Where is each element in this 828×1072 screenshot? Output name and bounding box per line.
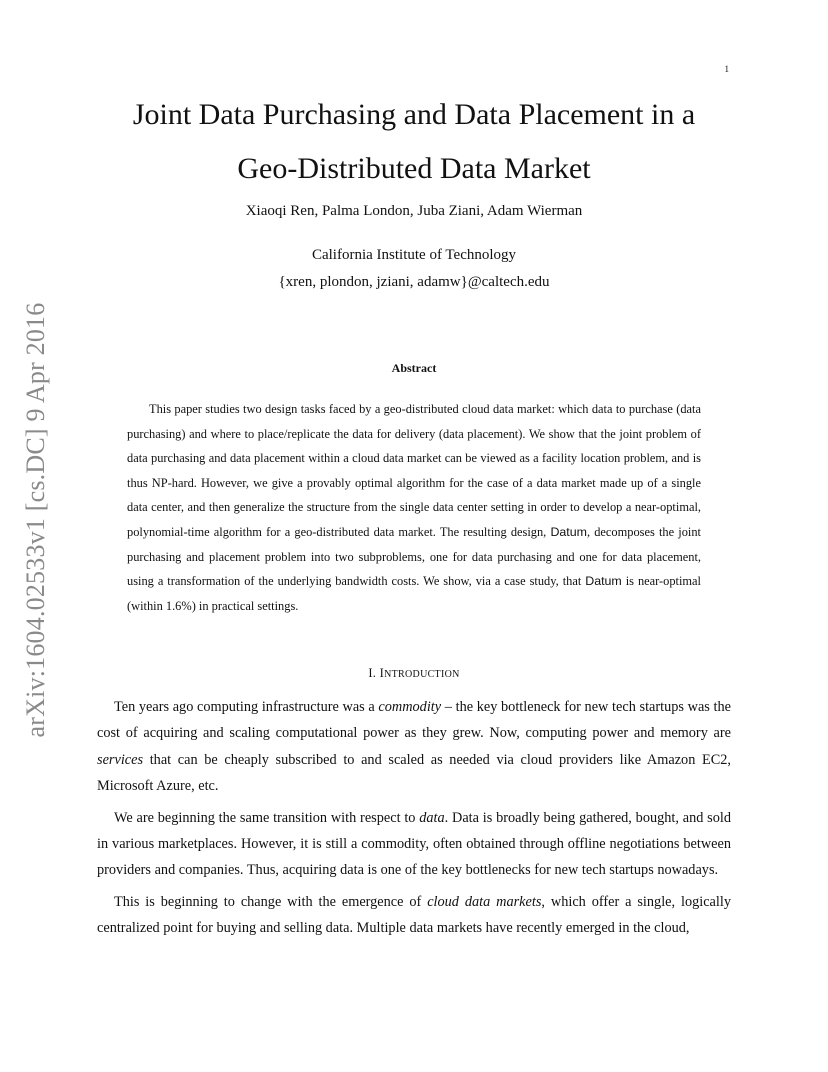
- section-heading-introduction: [60, 666, 768, 681]
- emphasis: commodity: [378, 699, 442, 715]
- text: . Data is broadly being gathered, bought, and sold in various marketplaces. However, it is still a commodity, often obtained through offline negotiations between providers and companies. Thus, acquiring data is one of the key bottlenecks for new tech startups nowadays.: [97, 809, 731, 879]
- section-title-initial: I: [379, 666, 385, 680]
- system-name: Datum: [585, 574, 622, 589]
- text: Ten years ago computing infrastructure was a: [114, 699, 379, 715]
- text: that can be cheaply subscribed to and scaled as needed via cloud providers like Amazon EC2, Microsoft Azure, etc.: [97, 751, 731, 795]
- abstract-part-2: , decomposes the joint purchasing and placement problem into two subproblems, one for data purchasing and one for data placement, using a transformation of the underlying bandwidth costs. We show, via a case study, that: [127, 524, 701, 589]
- author-list: Xiaoqi Ren, Palma London, Juba Ziani, Adam Wierman: [245, 203, 583, 219]
- introduction-body: [97, 694, 731, 947]
- affiliation-block: [60, 242, 768, 296]
- section-title-rest: NTRODUCTION: [384, 669, 460, 680]
- emphasis: cloud data markets: [427, 893, 542, 910]
- abstract-part-3: is near-optimal (within 1.6%) in practical settings.: [127, 574, 702, 613]
- paragraph-3: [97, 889, 731, 942]
- arxiv-stamp: arXiv:1604.02533v1 [cs.DC] 9 Apr 2016: [21, 302, 50, 738]
- text: , which offer a single, logically centralized point for buying and selling data. Multiple data markets have recently emerged in the cloud,: [97, 893, 731, 937]
- emphasis: data: [419, 809, 445, 826]
- paragraph-2: [97, 805, 731, 884]
- text: This is beginning to change with the emergence of: [114, 893, 428, 910]
- institution: California Institute of Technology: [311, 247, 517, 263]
- abstract-text: [127, 397, 701, 618]
- emphasis: services: [97, 751, 144, 768]
- system-name: Datum: [550, 524, 587, 539]
- abstract-part-1: This paper studies two design tasks faced by a geo-distributed cloud data market: which data to purchase (data purchasing) and where to place/replicate the data for delivery (data placement). We show that the joint problem of data purchasing and data placement within a cloud data market can be viewed as a facility location problem, and is thus NP-hard. However, we give a provably optimal algorithm for the case of a data market made up of a single data center, and then generalize the structure from the single data center setting in order to develop a near-optimal, polynomial-time algorithm for a geo-distributed data market. The resulting design,: [127, 402, 701, 539]
- page-number: 1: [724, 64, 729, 74]
- text: We are beginning the same transition with respect to: [114, 809, 420, 826]
- text: – the key bottleneck for new tech startups was the cost of acquiring and scaling computational power as they grew. Now, computing power and memory are: [97, 699, 731, 742]
- author-emails: {xren, plondon, jziani, adamw}@caltech.edu: [278, 274, 550, 290]
- title-line-2: Geo-Distributed Data Market: [237, 152, 591, 185]
- paper-title: [60, 88, 768, 196]
- title-line-1: Joint Data Purchasing and Data Placement in a: [132, 98, 696, 131]
- section-numeral: I.: [368, 666, 380, 680]
- paragraph-1: [97, 694, 731, 800]
- abstract-heading: Abstract: [391, 361, 437, 375]
